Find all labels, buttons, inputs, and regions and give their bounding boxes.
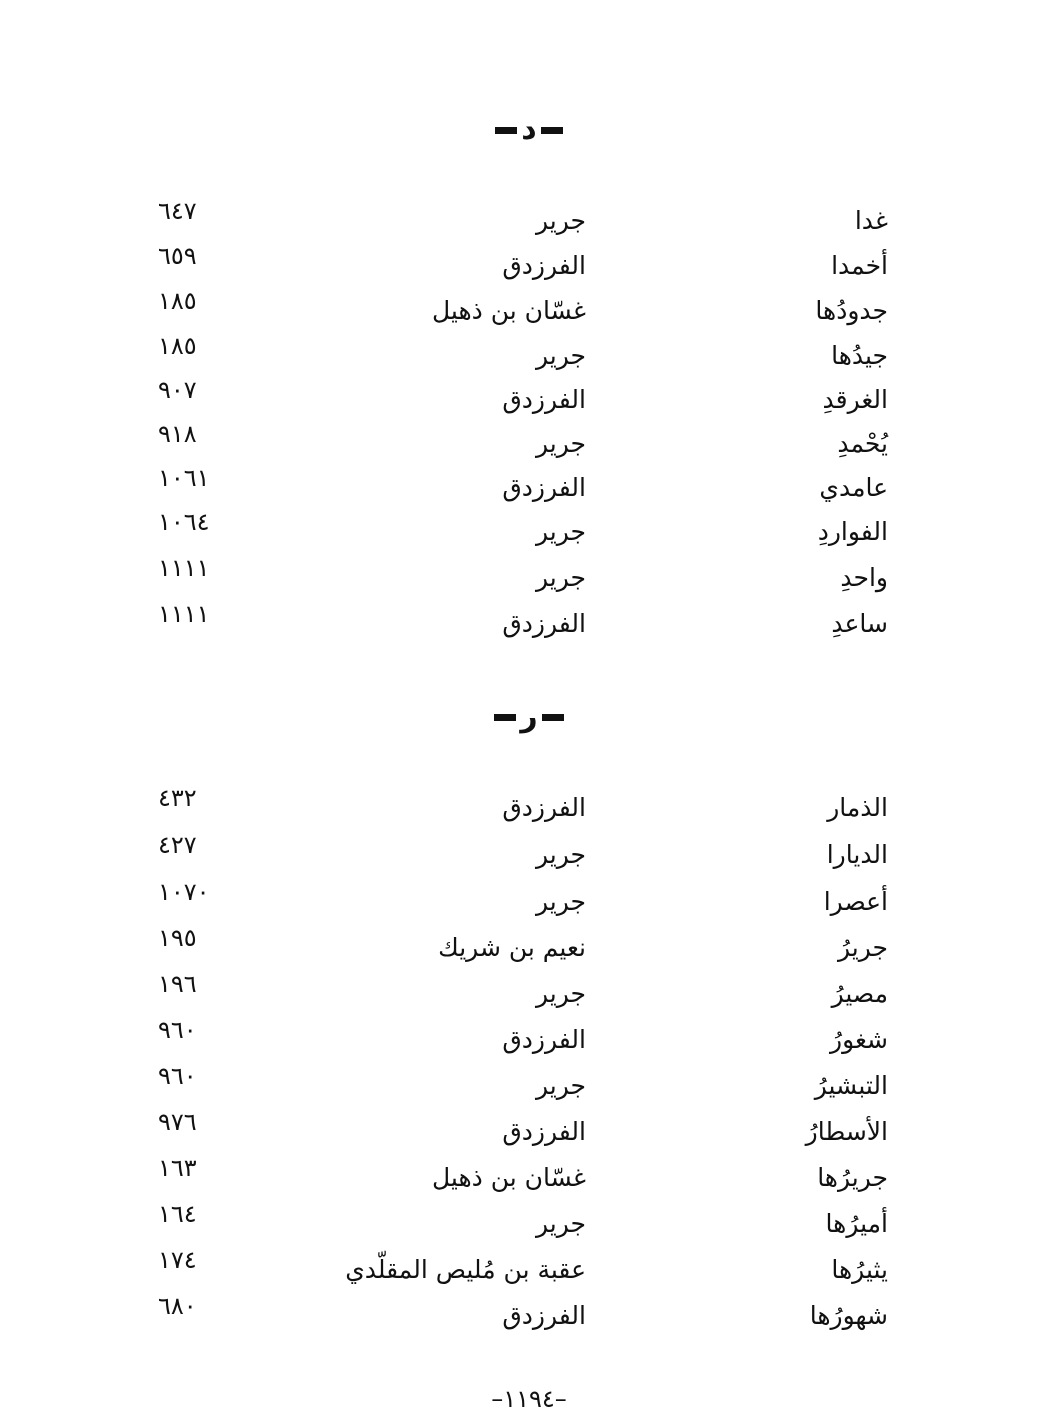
rhyme-word: غدا [854, 206, 888, 235]
poet-name: جرير [536, 1071, 586, 1100]
index-entry [0, 1292, 1058, 1336]
page-number: –١١٩٤– [491, 1385, 567, 1413]
page-reference: ١١١١ [158, 554, 210, 582]
poet-name: الفرزدق [502, 1025, 586, 1054]
header-bar-left [494, 714, 516, 721]
rhyme-word: أخمدا [831, 251, 888, 280]
index-entry [0, 287, 1058, 331]
header-bar-right [541, 127, 563, 134]
rhyme-word: يثيرُها [831, 1255, 888, 1284]
index-entry [0, 784, 1058, 828]
index-entry [0, 1016, 1058, 1060]
poet-name: الفرزدق [502, 473, 586, 502]
page-reference: ١٠٦١ [158, 464, 210, 492]
section-letter: د [521, 112, 537, 147]
rhyme-word: عامدي [819, 473, 888, 502]
poet-name: جرير [536, 517, 586, 546]
rhyme-word: يُحْمدِ [837, 429, 888, 458]
page-reference: ١٧٤ [158, 1246, 197, 1274]
rhyme-word: مصيرُ [831, 979, 888, 1008]
rhyme-word: الأسطارُ [805, 1117, 888, 1146]
rhyme-word: جريرُها [817, 1163, 888, 1192]
section-header-dal [0, 110, 1058, 150]
header-bar-right [542, 714, 564, 721]
page-reference: ٤٢٧ [158, 831, 197, 859]
poet-name: غسّان بن ذهيل [431, 296, 586, 325]
page-reference: ٩٦٠ [158, 1062, 197, 1090]
rhyme-word: شهورُها [809, 1301, 888, 1330]
rhyme-word: الفواردِ [817, 517, 888, 546]
rhyme-word: جدودُها [815, 296, 888, 325]
rhyme-word: أميرُها [825, 1209, 888, 1238]
poet-name: الفرزدق [502, 609, 586, 638]
rhyme-word: الغرقدِ [822, 385, 888, 414]
poet-name: الفرزدق [502, 1117, 586, 1146]
poet-name: جرير [536, 840, 586, 869]
rhyme-word: أعصرا [823, 887, 888, 916]
poet-name: جرير [536, 979, 586, 1008]
page-reference: ١٦٣ [158, 1154, 197, 1182]
poet-name: الفرزدق [502, 793, 586, 822]
page-reference: ١٩٦ [158, 970, 197, 998]
index-entry [0, 554, 1058, 598]
rhyme-word: التبشيرُ [814, 1071, 888, 1100]
index-entry [0, 1200, 1058, 1244]
page-reference: ١٨٥ [158, 332, 197, 360]
poet-name: جرير [536, 887, 586, 916]
rhyme-word: واحدِ [840, 563, 888, 592]
section-letter: ر [520, 699, 538, 734]
page-reference: ٦٤٧ [158, 197, 197, 225]
index-entry [0, 924, 1058, 968]
header-bar-left [495, 127, 517, 134]
page-reference: ٩٠٧ [158, 376, 197, 404]
poet-name: جرير [536, 429, 586, 458]
index-entry [0, 197, 1058, 241]
page-reference: ٩١٨ [158, 420, 197, 448]
poet-name: جرير [536, 341, 586, 370]
poet-name: جرير [536, 206, 586, 235]
poet-name: الفرزدق [502, 385, 586, 414]
poet-name: نعيم بن شريك [438, 933, 586, 962]
page-reference: ٩٦٠ [158, 1016, 197, 1044]
rhyme-word: الديارا [826, 840, 888, 869]
rhyme-word: جيدُها [831, 341, 888, 370]
page-reference: ١١١١ [158, 600, 210, 628]
poet-name: جرير [536, 1209, 586, 1238]
page-reference: ٦٥٩ [158, 242, 197, 270]
index-entry [0, 878, 1058, 922]
index-entry [0, 1246, 1058, 1290]
index-entry [0, 242, 1058, 286]
page-reference: ١٠٧٠ [158, 878, 210, 906]
page-reference: ٦٨٠ [158, 1292, 197, 1320]
index-entry [0, 1154, 1058, 1198]
index-entry [0, 831, 1058, 875]
page-reference: ١٩٥ [158, 924, 197, 952]
poet-name: جرير [536, 563, 586, 592]
page-reference: ١٠٦٤ [158, 508, 210, 536]
index-entry [0, 600, 1058, 644]
rhyme-word: جريرُ [838, 933, 888, 962]
page-reference: ٤٣٢ [158, 784, 197, 812]
poet-name: الفرزدق [502, 251, 586, 280]
index-entry [0, 508, 1058, 552]
rhyme-word: الذمار [827, 793, 888, 822]
poet-name: غسّان بن ذهيل [431, 1163, 586, 1192]
poet-name: عقبة بن مُليص المقلّدي [345, 1255, 586, 1284]
index-entry [0, 1062, 1058, 1106]
rhyme-word: شغورُ [830, 1025, 888, 1054]
index-entry [0, 1108, 1058, 1152]
page-reference: ٩٧٦ [158, 1108, 197, 1136]
rhyme-word: ساعدِ [831, 609, 888, 638]
page-reference: ١٨٥ [158, 287, 197, 315]
page-reference: ١٦٤ [158, 1200, 197, 1228]
index-entry [0, 970, 1058, 1014]
section-header-ra [0, 697, 1058, 737]
poet-name: الفرزدق [502, 1301, 586, 1330]
